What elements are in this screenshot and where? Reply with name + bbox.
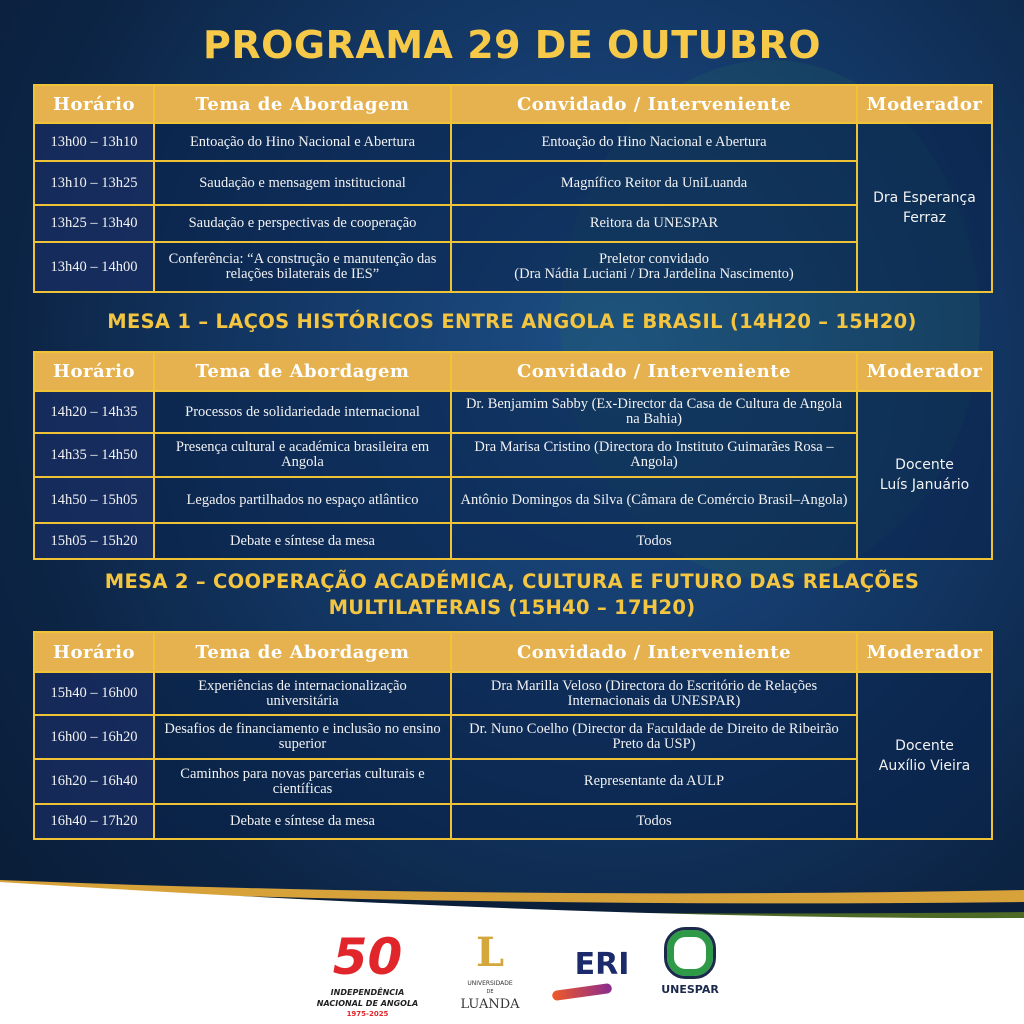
topic-cell: Conferência: “A construção e manutenção das relações bilaterais de IES”: [154, 242, 451, 292]
guest-cell: Dr. Benjamim Sabby (Ex-Director da Casa de Cultura de Angola na Bahia): [451, 391, 857, 433]
guest-cell: Dra Marisa Cristino (Directora do Instituto Guimarães Rosa – Angola): [451, 433, 857, 477]
luanda-logo-line3: LUANDA: [460, 997, 520, 1012]
table-row: [34, 672, 992, 715]
header-moderador: Moderador: [857, 85, 992, 123]
time-cell: 13h25 – 13h40: [34, 205, 154, 242]
partner-logos: [0, 925, 1024, 1024]
time-cell: 14h50 – 15h05: [34, 477, 154, 523]
guest-cell: Reitora da UNESPAR: [451, 205, 857, 242]
header-horario: Horário: [34, 352, 154, 391]
angola-50-anos-logo: [300, 927, 435, 1019]
header-horario: Horário: [34, 632, 154, 672]
angola-50-mark: 50: [332, 928, 403, 986]
eri-logo-text: ERI: [574, 947, 630, 982]
topic-cell: Legados partilhados no espaço atlântico: [154, 477, 451, 523]
header-moderador: Moderador: [857, 352, 992, 391]
time-cell: 15h40 – 16h00: [34, 672, 154, 715]
header-tema: Tema de Abordagem: [154, 85, 451, 123]
time-cell: 15h05 – 15h20: [34, 523, 154, 559]
luanda-logo-line2: DE: [486, 989, 494, 995]
guest-cell: Todos: [451, 804, 857, 839]
table-row: [34, 242, 992, 292]
unespar-logo-text: UNESPAR: [661, 983, 719, 996]
topic-cell: Debate e síntese da mesa: [154, 804, 451, 839]
table-row: [34, 433, 992, 477]
topic-cell: Debate e síntese da mesa: [154, 523, 451, 559]
topic-cell: Caminhos para novas parcerias culturais e científicas: [154, 759, 451, 804]
time-cell: 16h00 – 16h20: [34, 715, 154, 759]
table-row: [34, 161, 992, 205]
topic-cell: Saudação e mensagem institucional: [154, 161, 451, 205]
guest-cell: Dr. Nuno Coelho (Director da Faculdade de Direito de Ribeirão Preto da USP): [451, 715, 857, 759]
table-row: [34, 391, 992, 433]
moderator-cell: Dra Esperança Ferraz: [857, 123, 992, 292]
topic-cell: Desafios de financiamento e inclusão no ensino superior: [154, 715, 451, 759]
table-row: [34, 123, 992, 161]
angola-logo-line1: INDEPENDÊNCIA: [330, 988, 405, 997]
header-tema: Tema de Abordagem: [154, 352, 451, 391]
time-cell: 13h00 – 13h10: [34, 123, 154, 161]
header-horario: Horário: [34, 85, 154, 123]
luanda-logo-line1: UNIVERSIDADE: [467, 980, 513, 987]
table-row: [34, 477, 992, 523]
header-moderador: Moderador: [857, 632, 992, 672]
unespar-emblem: [667, 930, 713, 976]
mesa2-title: [0, 569, 1024, 621]
mesa2-title-line1: MESA 2 – COOPERAÇÃO ACADÉMICA, CULTURA E FUTURO DAS RELAÇÕES: [104, 570, 920, 593]
header-tema: Tema de Abordagem: [154, 632, 451, 672]
angola-logo-years: 1975-2025: [346, 1010, 389, 1018]
luanda-mark: L: [475, 929, 505, 976]
header-convidado: Convidado / Interveniente: [451, 85, 857, 123]
page-title: PROGRAMA 29 DE OUTUBRO: [202, 23, 822, 67]
time-cell: 14h20 – 14h35: [34, 391, 154, 433]
time-cell: 14h35 – 14h50: [34, 433, 154, 477]
guest-cell: Antônio Domingos da Silva (Câmara de Comércio Brasil–Angola): [451, 477, 857, 523]
guest-cell: Representante da AULP: [451, 759, 857, 804]
time-cell: 13h10 – 13h25: [34, 161, 154, 205]
moderator-cell: Docente Auxílio Vieira: [857, 672, 992, 839]
guest-cell: Preletor convidado (Dra Nádia Luciani / Dra Jardelina Nascimento): [451, 242, 857, 292]
topic-cell: Experiências de internacionalização universitária: [154, 672, 451, 715]
guest-cell: Entoação do Hino Nacional e Abertura: [451, 123, 857, 161]
table-row: [34, 205, 992, 242]
guest-cell: Todos: [451, 523, 857, 559]
moderator-cell: Docente Luís Januário: [857, 391, 992, 559]
header-convidado: Convidado / Interveniente: [451, 352, 857, 391]
guest-cell: Dra Marilla Veloso (Directora do Escritório de Relações Internacionais da UNESPAR): [451, 672, 857, 715]
angola-logo-line2: NACIONAL DE ANGOLA: [316, 999, 419, 1008]
header-convidado: Convidado / Interveniente: [451, 632, 857, 672]
table-row: [34, 523, 992, 559]
topic-cell: Presença cultural e académica brasileira em Angola: [154, 433, 451, 477]
time-cell: 16h40 – 17h20: [34, 804, 154, 839]
eri-swoosh: [552, 983, 613, 1001]
guest-cell: Magnífico Reitor da UniLuanda: [451, 161, 857, 205]
table-row: [34, 804, 992, 839]
unespar-logo: [655, 930, 725, 997]
topic-cell: Saudação e perspectivas de cooperação: [154, 205, 451, 242]
table-row: [34, 759, 992, 804]
time-cell: 16h20 – 16h40: [34, 759, 154, 804]
time-cell: 13h40 – 14h00: [34, 242, 154, 292]
eri-logo: [552, 947, 632, 997]
mesa2-title-line2: MULTILATERAIS (15H40 – 17H20): [328, 596, 696, 619]
mesa1-title: MESA 1 – LAÇOS HISTÓRICOS ENTRE ANGOLA E BRASIL (14H20 – 15H20): [107, 310, 917, 333]
topic-cell: Processos de solidariedade internacional: [154, 391, 451, 433]
table-row: [34, 715, 992, 759]
topic-cell: Entoação do Hino Nacional e Abertura: [154, 123, 451, 161]
universidade-luanda-logo: [450, 927, 530, 1013]
